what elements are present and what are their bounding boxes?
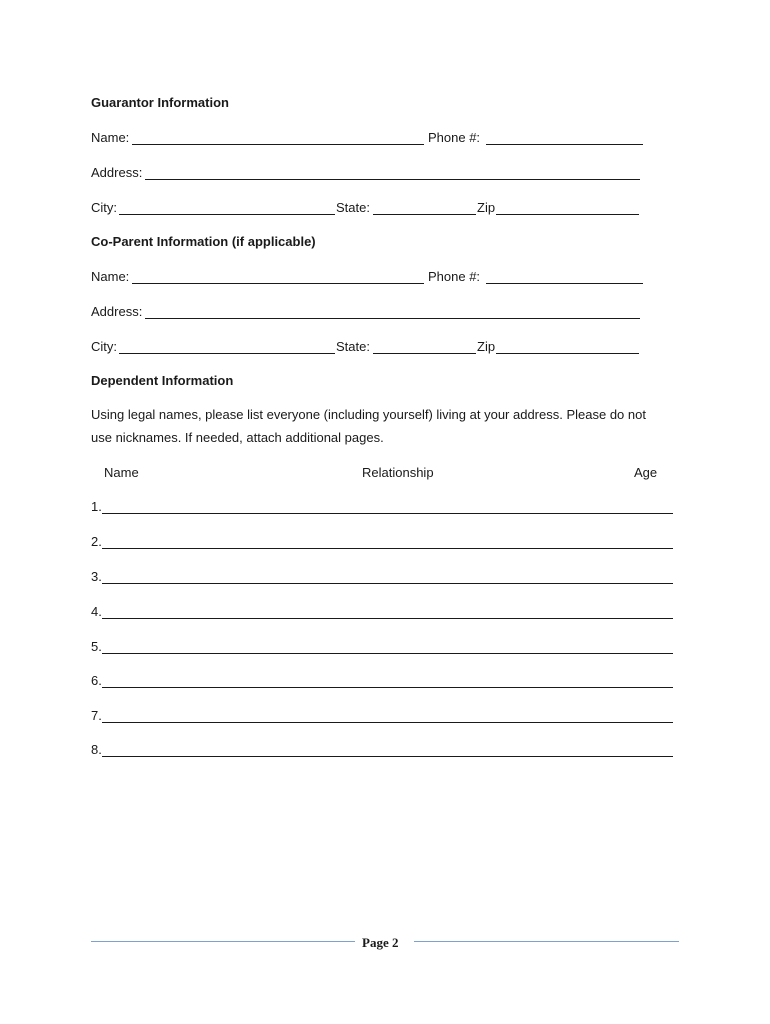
coparent-phone-field[interactable] xyxy=(486,283,643,284)
dependent-row-field[interactable] xyxy=(102,618,673,619)
guarantor-address-label: Address: xyxy=(91,165,143,180)
coparent-address-field[interactable] xyxy=(145,318,640,319)
dependent-row-field[interactable] xyxy=(102,548,673,549)
column-header-relationship: Relationship xyxy=(362,465,434,480)
guarantor-address-field[interactable] xyxy=(145,179,640,180)
guarantor-city-field[interactable] xyxy=(119,214,335,215)
dependent-row-field[interactable] xyxy=(102,687,673,688)
guarantor-zip-field[interactable] xyxy=(496,214,639,215)
dependent-instructions-line1: Using legal names, please list everyone (including yourself) living at your address. Please do not xyxy=(91,407,646,422)
dependent-row-field[interactable] xyxy=(102,722,673,723)
coparent-city-label: City: xyxy=(91,339,117,354)
coparent-state-field[interactable] xyxy=(373,353,476,354)
footer-rule-right xyxy=(414,941,679,942)
dependent-row-number: 3. xyxy=(91,569,102,584)
coparent-zip-field[interactable] xyxy=(496,353,639,354)
dependent-row-number: 6. xyxy=(91,673,102,688)
dependent-heading: Dependent Information xyxy=(91,373,234,388)
dependent-row-field[interactable] xyxy=(102,756,673,757)
coparent-city-field[interactable] xyxy=(119,353,335,354)
dependent-row-field[interactable] xyxy=(102,583,673,584)
column-header-name: Name xyxy=(104,465,139,480)
dependent-row-number: 2. xyxy=(91,534,102,549)
guarantor-name-label: Name: xyxy=(91,130,130,145)
dependent-row-number: 5. xyxy=(91,639,102,654)
footer-rule-left xyxy=(91,941,355,942)
guarantor-state-label: State: xyxy=(336,200,370,215)
guarantor-state-field[interactable] xyxy=(373,214,476,215)
coparent-address-label: Address: xyxy=(91,304,143,319)
guarantor-name-field[interactable] xyxy=(132,144,424,145)
dependent-instructions-line2: use nicknames. If needed, attach additional pages. xyxy=(91,430,384,445)
column-header-age: Age xyxy=(634,465,658,480)
coparent-name-field[interactable] xyxy=(132,283,424,284)
dependent-row-field[interactable] xyxy=(102,653,673,654)
coparent-zip-label: Zip xyxy=(477,339,496,354)
coparent-phone-label: Phone #: xyxy=(428,269,481,284)
guarantor-zip-label: Zip xyxy=(477,200,496,215)
coparent-state-label: State: xyxy=(336,339,370,354)
dependent-row-field[interactable] xyxy=(102,513,673,514)
guarantor-city-label: City: xyxy=(91,200,117,215)
coparent-heading: Co-Parent Information (if applicable) xyxy=(91,234,316,249)
dependent-row-number: 7. xyxy=(91,708,102,723)
dependent-row-number: 4. xyxy=(91,604,102,619)
guarantor-phone-field[interactable] xyxy=(486,144,643,145)
dependent-row-number: 1. xyxy=(91,499,102,514)
guarantor-heading: Guarantor Information xyxy=(91,95,229,110)
page-number: Page 2 xyxy=(362,935,399,950)
dependent-row-number: 8. xyxy=(91,742,102,757)
coparent-name-label: Name: xyxy=(91,269,130,284)
guarantor-phone-label: Phone #: xyxy=(428,130,481,145)
